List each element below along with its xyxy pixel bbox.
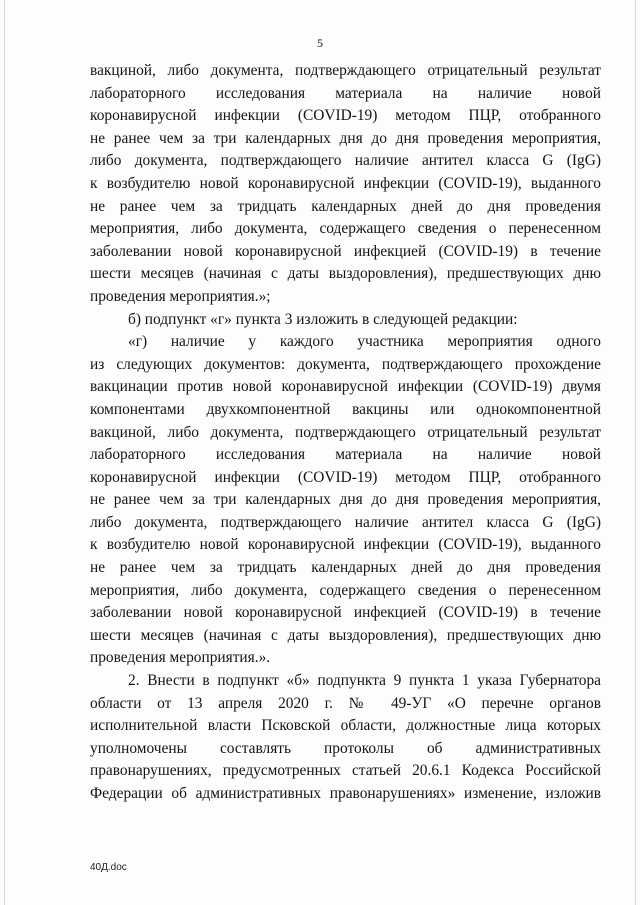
text-line: лабораторного исследования материала на наличие новой [90, 84, 601, 102]
text-line: вакцинации против новой коронавирусной инфекции (COVID-19) двумя [90, 378, 601, 396]
text-line: из следующих документов: документа, подтверждающего прохождение [90, 355, 601, 373]
text-line: б) подпункт «г» пункта 3 изложить в следующей редакции: [128, 310, 518, 328]
text-line: вакциной, либо документа, подтверждающего отрицательный результат [90, 423, 601, 441]
text-line: либо документа, подтверждающего наличие антител класса G (IgG) [90, 513, 601, 531]
text-line: коронавирусной инфекции (COVID-19) методом ПЦР, отобранного [90, 107, 601, 125]
paragraph-item-2 [90, 670, 601, 806]
paragraph-subitem-g-text [90, 331, 601, 670]
text-line: не ранее чем за три календарных дня до дня проведения мероприятия, [90, 491, 601, 509]
scan-edge-right [635, 0, 636, 905]
text-line: заболевании новой коронавирусной инфекцией (COVID-19) в течение [90, 242, 601, 260]
text-line: заболевании новой коронавирусной инфекцией (COVID-19) в течение [90, 604, 601, 622]
page-number: 5 [317, 36, 323, 50]
text-line: либо документа, подтверждающего наличие антител класса G (IgG) [90, 152, 601, 170]
scan-edge-left [4, 0, 5, 905]
text-line: лабораторного исследования материала на наличие новой [90, 446, 601, 464]
text-line: шести месяцев (начиная с даты выздоровления), предшествующих дню [90, 265, 601, 283]
paragraph-subitem-b [90, 309, 601, 332]
text-line: вакциной, либо документа, подтверждающего отрицательный результат [90, 62, 601, 79]
text-line: не ранее чем за тридцать календарных дней до дня проведения [90, 559, 601, 577]
text-line: 2. Внести в подпункт «б» подпункта 9 пункта 1 указа Губернатора [128, 672, 601, 690]
document-body [90, 60, 601, 806]
text-line: к возбудителю новой коронавирусной инфекции (COVID-19), выданного [90, 536, 601, 554]
text-line: к возбудителю новой коронавирусной инфекции (COVID-19), выданного [90, 174, 601, 192]
text-line: «г) наличие у каждого участника мероприятия одного [128, 333, 601, 351]
text-line: правонарушениях, предусмотренных статьей 20.6.1 Кодекса Российской [90, 762, 601, 780]
footer-filename: 40Д.doc [90, 862, 127, 873]
text-line: не ранее чем за три календарных дня до дня проведения мероприятия, [90, 129, 601, 147]
text-line: мероприятия, либо документа, содержащего сведения о перенесенном [90, 581, 601, 599]
text-line: исполнительной власти Псковской области, должностные лица которых [90, 717, 601, 735]
text-line: коронавирусной инфекции (COVID-19) методом ПЦР, отобранного [90, 468, 601, 486]
text-line: Федерации об административных правонарушениях» изменение, изложив [90, 785, 601, 802]
text-line: не ранее чем за тридцать календарных дней до дня проведения [90, 197, 601, 215]
text-line: проведения мероприятия.»; [90, 287, 271, 305]
text-line: шести месяцев (начиная с даты выздоровления), предшествующих дню [90, 626, 601, 644]
text-line: уполномочены составлять протоколы об административных [90, 739, 601, 757]
paragraph-continuation [90, 60, 601, 309]
text-line: проведения мероприятия.». [90, 649, 271, 667]
text-line: мероприятия, либо документа, содержащего сведения о перенесенном [90, 220, 601, 238]
text-line: области от 13 апреля 2020 г. № 49-УГ «О перечне органов [90, 694, 601, 712]
text-line: компонентами двухкомпонентной вакцины или однокомпонентной [90, 400, 601, 418]
